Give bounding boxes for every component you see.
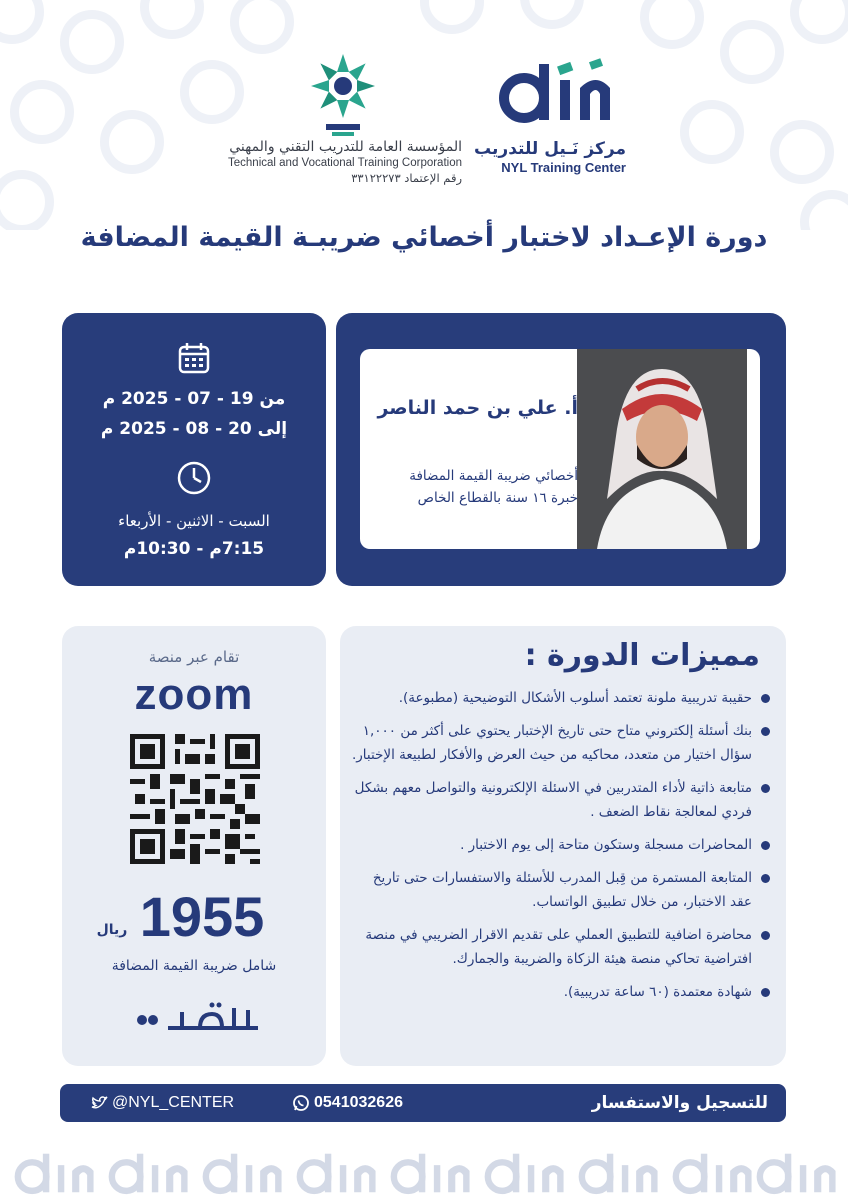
date-from: من 19 - 07 - 2025 م xyxy=(102,389,286,409)
contact-bar xyxy=(60,1084,786,1122)
trainer-name: أ. علي بن حمد الناصر xyxy=(377,397,578,419)
nyl-name-en: NYL Training Center xyxy=(501,160,626,175)
trainer-role: أخصائي ضريبة القيمة المضافة xyxy=(409,468,578,484)
price-vat-note: شامل ضريبة القيمة المضافة xyxy=(111,958,277,974)
registration-qr-code[interactable] xyxy=(130,734,260,864)
phone-number[interactable]: 0541032626 xyxy=(314,1094,403,1111)
platform-lead: تقام عبر منصة xyxy=(148,648,240,666)
bullet-icon xyxy=(761,784,770,793)
nyl-logo-watermark xyxy=(752,1148,842,1198)
nyl-logo-watermark xyxy=(480,1148,570,1198)
feature-item: حقيبة تدريبية ملونة تعتمد أسلوب الأشكال التوضيحية (مطبوعة). xyxy=(352,686,772,710)
bullet-icon xyxy=(761,931,770,940)
header-pattern xyxy=(0,0,848,230)
twitter-handle[interactable]: @NYL_CENTER xyxy=(112,1094,235,1111)
clock-icon xyxy=(175,459,213,497)
tvtc-name-block xyxy=(200,138,462,186)
twitter-icon xyxy=(90,1094,108,1112)
nyl-name-block xyxy=(466,138,626,176)
feature-item: متابعة ذاتية لأداء المتدربين في الاسئلة الإلكترونية والتواصل معهم بشكل فردي لمعالجة نقاط الضعف . xyxy=(352,776,772,824)
feature-item: المتابعة المستمرة من قِبل المدرب للأسئلة والاستفسارات حتى تاريخ عقد الاختبار، من خلال تطبيق الواتساب. xyxy=(352,866,772,914)
nyl-logo-watermark xyxy=(10,1148,100,1198)
feature-item: بنك أسئلة إلكتروني متاح حتى تاريخ الإختبار يحتوي على أكثر من ١,٠٠٠ سؤال اختيار من متعدد، محاكيه من حيث العرض والأفكار لطبيعة الإختبار. xyxy=(352,719,772,767)
tamara-logo xyxy=(122,998,272,1038)
nyl-logo-watermark xyxy=(386,1148,476,1198)
nyl-logo xyxy=(496,58,616,128)
course-time: 7:15م - 10:30م xyxy=(123,539,265,559)
features-list xyxy=(352,686,772,1013)
bullet-icon xyxy=(761,841,770,850)
tvtc-name-ar: المؤسسة العامة للتدريب التقني والمهني xyxy=(229,139,462,155)
trainer-description xyxy=(360,465,578,509)
trainer-card xyxy=(336,313,786,586)
calendar-icon xyxy=(175,339,213,377)
feature-item: المحاضرات مسجلة وستكون متاحة إلى يوم الاختبار . xyxy=(352,833,772,857)
bottom-logo-strip xyxy=(0,1140,848,1200)
price-currency: ريال xyxy=(96,922,128,938)
nyl-logo-watermark xyxy=(104,1148,194,1198)
bullet-icon xyxy=(761,988,770,997)
platform-price-card xyxy=(62,626,326,1066)
feature-item: محاضرة اضافية للتطبيق العملي على تقديم الاقرار الضريبي في منصة افتراضية تحاكي منصة هيئة الزكاة والضريبة والجمارك. xyxy=(352,923,772,971)
nyl-logo-watermark xyxy=(292,1148,382,1198)
course-title: دورة الإعـداد لاختبار أخصائي ضريبـة القيمة المضافة xyxy=(80,222,768,253)
trainer-experience: خبرة ١٦ سنة بالقطاع الخاص xyxy=(417,490,578,506)
features-title: مميزات الدورة : xyxy=(524,638,760,673)
trainer-photo xyxy=(577,349,747,549)
whatsapp-icon xyxy=(292,1094,310,1112)
tvtc-logo xyxy=(308,52,378,138)
tvtc-accreditation: رقم الإعتماد ٣٣١٢٢٢٧٣ xyxy=(351,171,462,185)
bullet-icon xyxy=(761,727,770,736)
bullet-icon xyxy=(761,694,770,703)
date-to: إلى 20 - 08 - 2025 م xyxy=(100,419,288,439)
nyl-logo-watermark xyxy=(198,1148,288,1198)
feature-item: شهادة معتمدة (٦٠ ساعة تدريبية). xyxy=(352,980,772,1004)
schedule-card xyxy=(62,313,326,586)
price-amount: 1955 xyxy=(139,885,265,948)
trainer-panel xyxy=(360,349,760,549)
features-card xyxy=(340,626,786,1066)
zoom-logo: zoom xyxy=(134,670,254,719)
tvtc-name-en: Technical and Vocational Training Corporation xyxy=(228,157,462,169)
course-days: السبت - الاثنين - الأربعاء xyxy=(118,512,270,530)
register-label: للتسجيل والاستفسار xyxy=(591,1093,768,1113)
bullet-icon xyxy=(761,874,770,883)
nyl-name-ar: مركز نَـيل للتدريب xyxy=(474,139,626,159)
nyl-logo-watermark xyxy=(574,1148,664,1198)
nyl-logo-watermark xyxy=(668,1148,758,1198)
